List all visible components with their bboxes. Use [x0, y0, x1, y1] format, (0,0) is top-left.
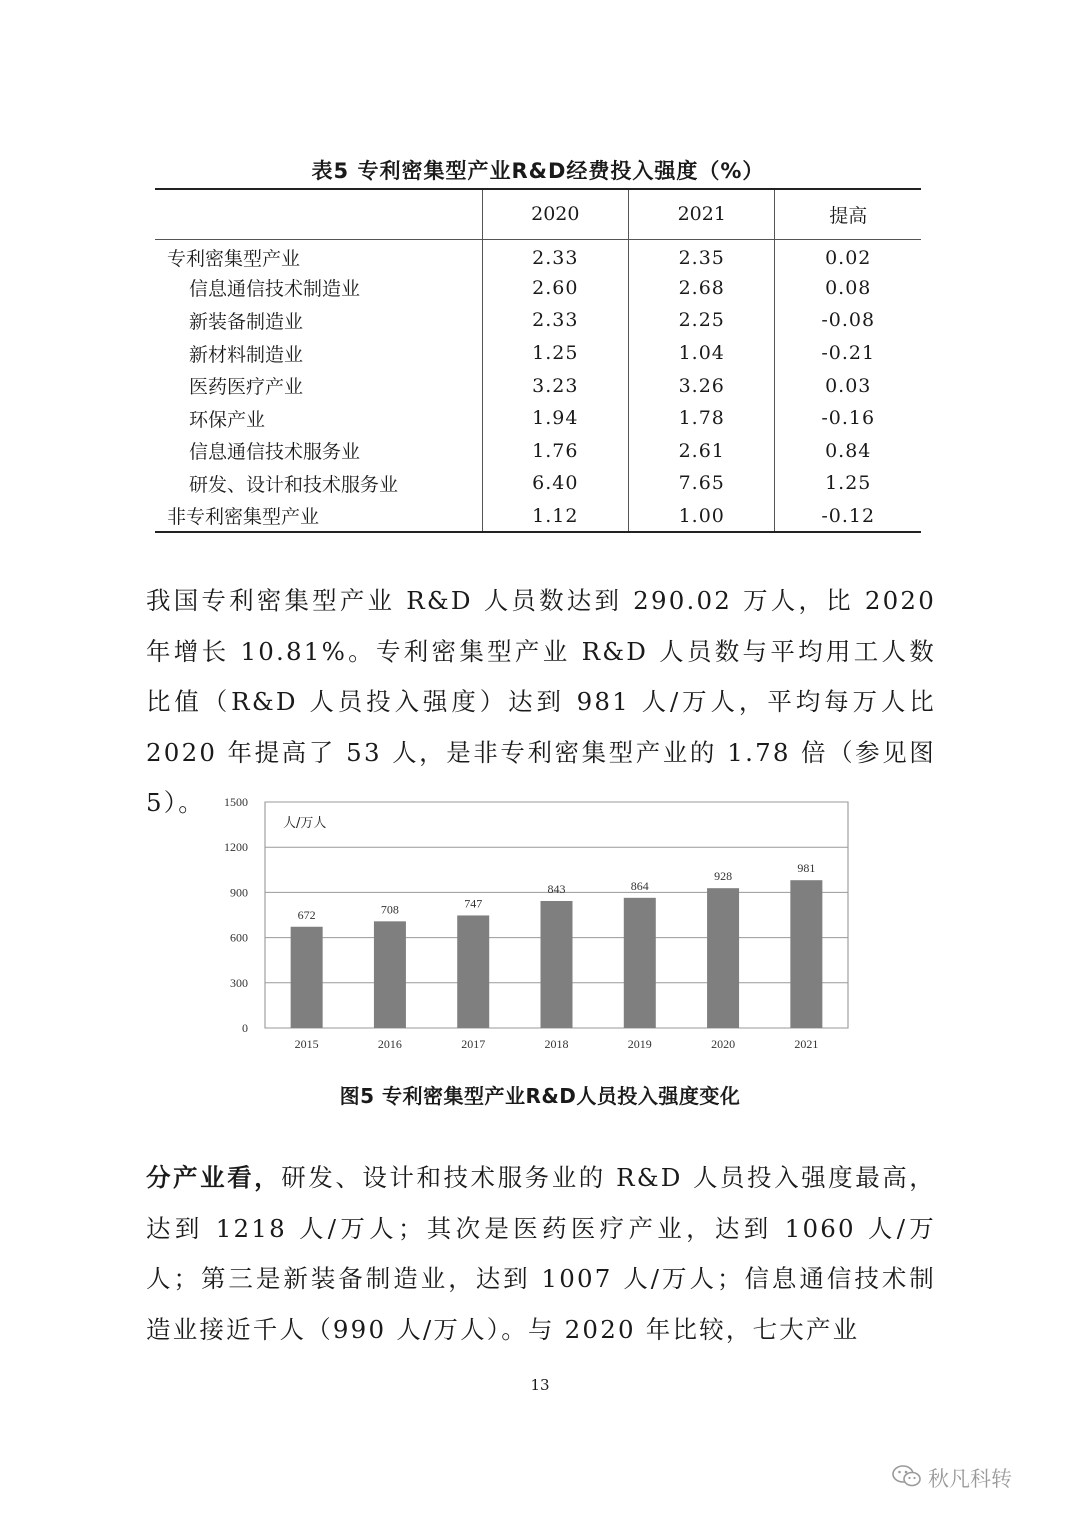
header-cell-change: 提高: [775, 189, 921, 239]
y-tick-label: 1200: [224, 840, 248, 855]
watermark: [892, 1463, 1052, 1493]
cell-2021: 2.35: [629, 239, 775, 272]
paragraph-lead: 分产业看，: [146, 1163, 282, 1192]
cell-change: 0.03: [775, 369, 921, 402]
cell-2021: 1.78: [629, 402, 775, 435]
bar: [374, 921, 406, 1028]
x-tick-label: 2018: [544, 1037, 569, 1051]
y-tick-label: 600: [230, 930, 248, 945]
cell-2020: 1.76: [482, 435, 628, 468]
data-label: 981: [797, 861, 816, 876]
rd-intensity-table: [155, 188, 921, 533]
paragraph-rd-personnel: 我国专利密集型产业 R&D 人员数达到 290.02 万人，比 2020 年增长 10.81%。专利密集型产业 R&D 人员数与平均用工人数比值（R&D 人员投入强度）达到 981 人/万人，平均每万人比 2020 年提高了 53 人，是非专利密集型产业的 1.78 倍（参见图 5）。: [146, 586, 936, 817]
y-tick-label: 0: [242, 1021, 248, 1035]
row-label: 环保产业: [189, 408, 266, 431]
row-label: 信息通信技术制造业: [189, 278, 361, 301]
cell-change: 0.84: [775, 435, 921, 468]
data-label: 864: [630, 878, 649, 893]
cell-2021: 3.26: [629, 369, 775, 402]
figure-caption: 图5 专利密集型产业R&D人员投入强度变化: [339, 1084, 741, 1108]
cell-change: -0.16: [775, 402, 921, 435]
table-header-row: [155, 189, 921, 239]
cell-2020: 6.40: [482, 467, 628, 500]
table-row: [155, 304, 921, 337]
table-row: [155, 500, 921, 533]
page-number: 13: [530, 1376, 550, 1394]
row-label: 医药医疗产业: [189, 376, 304, 399]
bar-chart: [200, 790, 860, 1065]
x-tick-label: 2015: [294, 1037, 319, 1051]
header-cell-2021: 2021: [629, 189, 775, 239]
data-label: 928: [714, 869, 733, 884]
table-row: [155, 272, 921, 305]
table-row: [155, 337, 921, 370]
y-tick-label: 300: [230, 975, 248, 990]
row-label: 非专利密集型产业: [155, 500, 482, 533]
x-tick-label: 2021: [794, 1037, 819, 1051]
x-tick-label: 2016: [377, 1037, 402, 1051]
table-row: [155, 402, 921, 435]
x-tick-label: 2019: [627, 1037, 652, 1051]
row-label: 新装备制造业: [189, 310, 304, 333]
cell-2020: 1.94: [482, 402, 628, 435]
table-row: [155, 369, 921, 402]
x-tick-label: 2017: [461, 1037, 486, 1051]
cell-change: -0.21: [775, 337, 921, 370]
bar: [541, 901, 573, 1028]
cell-2020: 1.12: [482, 500, 628, 533]
data-label: 747: [464, 896, 483, 911]
x-tick-label: 2020: [711, 1037, 736, 1051]
cell-change: 0.02: [775, 239, 921, 272]
cell-2020: 3.23: [482, 369, 628, 402]
y-tick-label: 900: [230, 885, 248, 900]
cell-2021: 1.04: [629, 337, 775, 370]
cell-2020: 2.33: [482, 304, 628, 337]
cell-2021: 2.61: [629, 435, 775, 468]
wechat-icon: [892, 1464, 922, 1493]
cell-2020: 2.33: [482, 239, 628, 272]
bar: [291, 927, 323, 1028]
paragraph-body: 研发、设计和技术服务业的 R&D 人员投入强度最高，达到 1218 人/万人；其次是医药医疗产业，达到 1060 人/万人；第三是新装备制造业，达到 1007 人/万人；信息通信技术制造业接近千人（990 人/万人）。与 2020 年比较，七大产业: [146, 1163, 937, 1344]
bar: [624, 898, 656, 1028]
cell-2020: 1.25: [482, 337, 628, 370]
bar: [457, 915, 489, 1028]
data-label: 708: [380, 902, 399, 917]
bar: [707, 888, 739, 1028]
cell-change: -0.12: [775, 500, 921, 533]
cell-2021: 2.25: [629, 304, 775, 337]
watermark-text: 秋凡科转: [928, 1467, 1012, 1491]
data-label: 843: [547, 881, 566, 896]
paragraph-by-industry: [146, 1153, 936, 1355]
row-label: 新材料制造业: [189, 343, 304, 366]
table-row: [155, 435, 921, 468]
row-label: 信息通信技术服务业: [189, 441, 361, 464]
cell-change: -0.08: [775, 304, 921, 337]
cell-2021: 1.00: [629, 500, 775, 533]
row-label: 研发、设计和技术服务业: [189, 473, 399, 496]
header-cell-label: [155, 189, 482, 239]
data-label: 672: [297, 907, 316, 922]
y-tick-label: 1500: [224, 795, 248, 809]
table-row: [155, 239, 921, 272]
cell-2021: 7.65: [629, 467, 775, 500]
header-cell-2020: 2020: [482, 189, 628, 239]
cell-2021: 2.68: [629, 272, 775, 305]
cell-change: 1.25: [775, 467, 921, 500]
bar: [790, 880, 822, 1028]
table-caption: 表5 专利密集型产业R&D经费投入强度（%）: [311, 159, 765, 183]
row-label: 专利密集型产业: [167, 248, 301, 271]
table-row: [155, 467, 921, 500]
cell-2020: 2.60: [482, 272, 628, 305]
unit-label: 人/万人: [283, 816, 327, 831]
bar-chart-svg: [200, 790, 860, 1065]
cell-change: 0.08: [775, 272, 921, 305]
